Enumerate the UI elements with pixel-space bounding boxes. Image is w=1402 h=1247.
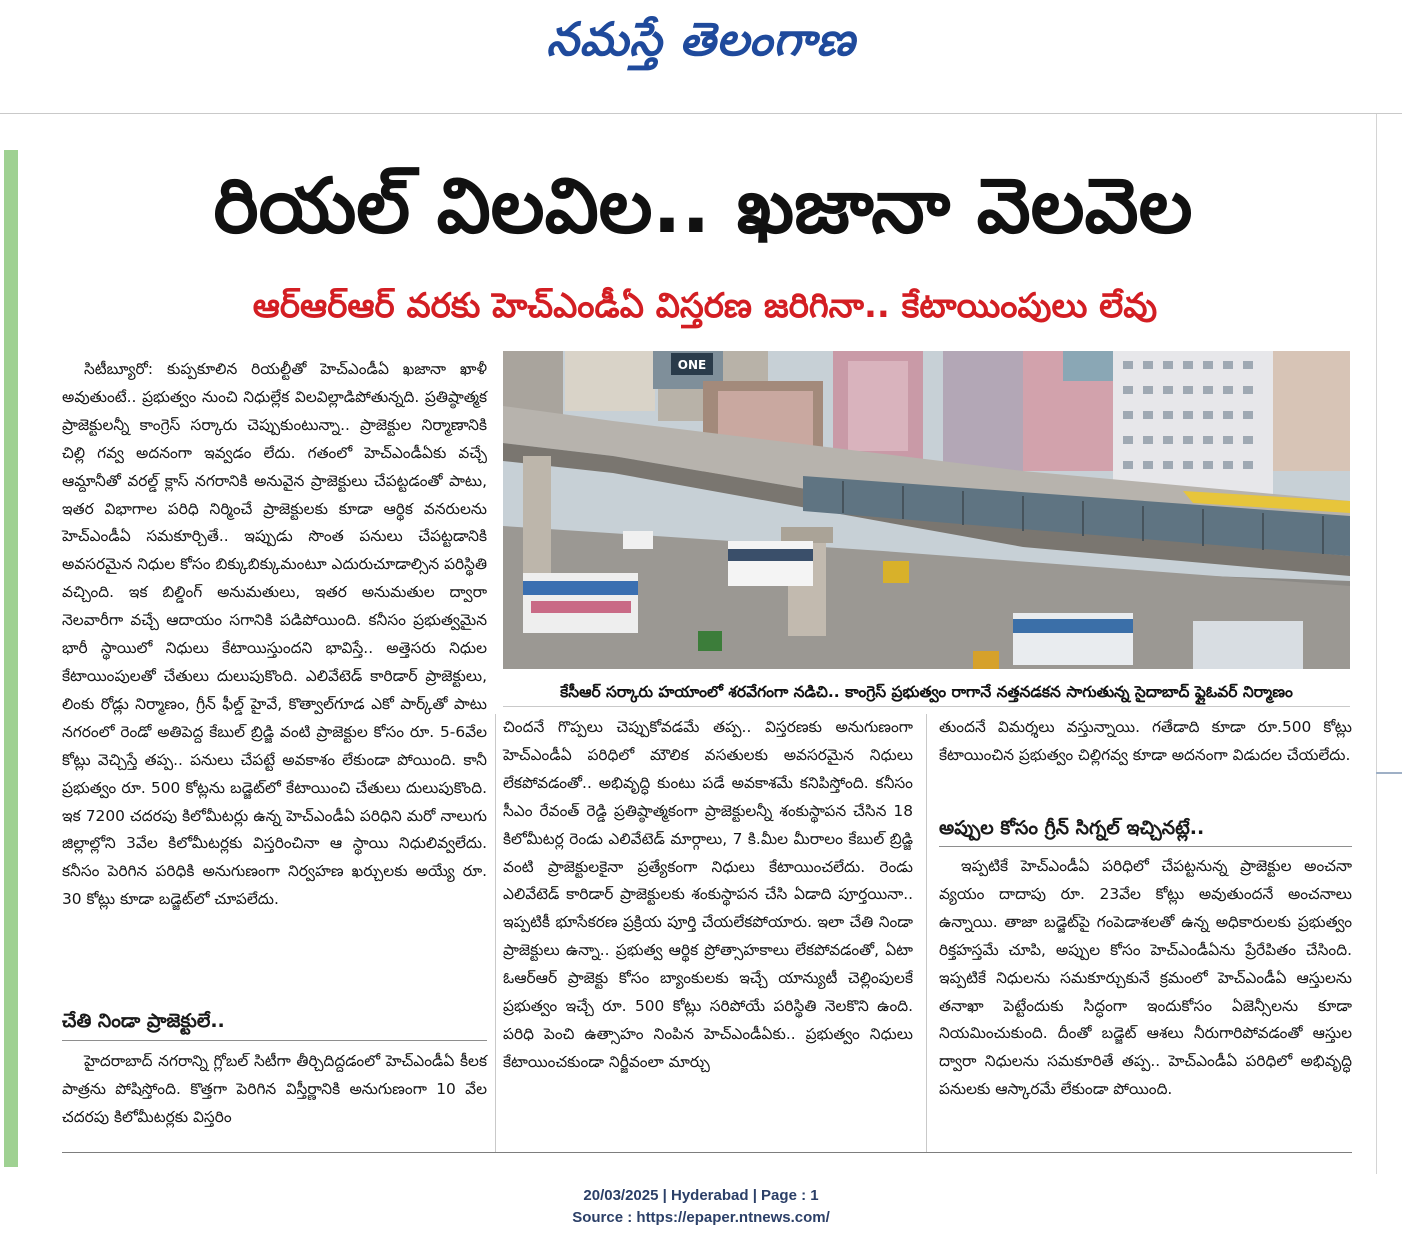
masthead	[0, 0, 1402, 112]
section-heading-projects: చేతి నిండా ప్రాజెక్టులే..	[62, 1010, 225, 1032]
article-bottom-rule	[62, 1152, 1352, 1153]
footer-date-edition: 20/03/2025 | Hyderabad | Page : 1	[583, 1187, 819, 1204]
footer-source-link[interactable]: Source : https://epaper.ntnews.com/	[572, 1209, 830, 1226]
caption-divider	[503, 706, 1350, 707]
column-divider-2	[926, 714, 927, 1152]
article-accent-bar	[4, 150, 18, 1167]
article-column-3	[939, 714, 1352, 804]
masthead-divider	[0, 113, 1402, 114]
newspaper-logo: నమస్తే తెలంగాణ	[546, 12, 856, 66]
photo-caption: కేసీఆర్ సర్కారు హయాంలో శరవేగంగా నడిచి.. కాంగ్రెస్ ప్రభుత్వం రాగానే నత్తనడకన సాగుతున్న సైదాబాద్ ఫ్లైఓవర్ నిర్మాణం	[560, 683, 1293, 701]
column-1b-paragraph: హైదరాబాద్ నగరాన్ని గ్లోబల్ సిటీగా తీర్చిదిద్దడంలో హెచ్ఎండీఏ కీలక పాత్రను పోషిస్తోంది. కొత్తగా పెరిగిన విస్తీర్ణానికి అనుగుణంగా 10 వేల చదరపు కిలోమీటర్లకు విస్తరిం	[62, 1052, 487, 1126]
section-heading-underline	[939, 846, 1352, 847]
article-subheadline: ఆర్ఆర్ఆర్ వరకు హెచ్ఎండీఏ విస్తరణ జరిగినా.. కేటాయింపులు లేవు	[252, 286, 1158, 326]
building-sign: ONE	[677, 358, 707, 372]
column-divider-1	[495, 714, 496, 1152]
article-headline: రియల్ విలవిల.. ఖజానా వెలవెల	[213, 161, 1193, 250]
article-column-2	[503, 714, 913, 1140]
column-1-paragraph: సిటీబ్యూరో: కుప్పకూలిన రియల్టీతో హెచ్ఎండీఏ ఖజానా ఖాళీ అవుతుంటే.. ప్రభుత్వం నుంచి నిధుల్లేక విలవిల్లాడిపోతున్నది. ప్రతిష్ఠాత్మక ప్రాజెక్టులన్నీ కాంగ్రెస్ సర్కారు చెప్పుకుంటున్నా.. ప్రాజెక్టుల నిర్మాణానికి చిల్లి గవ్వ అదనంగా ఇవ్వడం లేదు. గతంలో హెచ్ఎండీఏకు వచ్చే ఆమ్దానీతో వరల్డ్ క్లాస్ నగరానికి అనువైన ప్రాజెక్టులు చేపట్టడంతో పాటు, ఇతర విభాగాల పరిధి నిర్మించే ప్రాజెక్టులకు కూడా ఆర్థిక వనరులను హెచ్ఎండీఏ సమకూర్చితే.. ఇప్పుడు సొంత పనులు చేపట్టడానికి అవసరమైన నిధుల కోసం బిక్కుబిక్కుమంటూ ఎదురుచూడాల్సిన పరిస్థితి వచ్చింది. ఇక బిల్డింగ్ అనుమతులు, ఇతర అనుమతుల ద్వారా నెలవారీగా వచ్చే ఆదాయం సగానికి పడిపోయింది. కనీసం ప్రభుత్వమైన భారీ స్థాయిలో నిధులు కేటాయిస్తుందని భావిస్తే.. అత్తెసరు నిధుల కేటాయింపులతో చేతులు దులుపుకొంది. ఎలివేటెడ్ కారిడార్ ప్రాజెక్టులు, లింకు రోడ్లు నిర్మాణం, గ్రీన్ ఫీల్డ్ హైవే, కొత్వాల్‌గూడ ఎకో పార్క్‌తో పాటు నగరంలో రెండో అతిపెద్ద కేబుల్ బ్రిడ్జి వంటి ప్రాజెక్టుల కోసం రూ. 5-6వేల కోట్లు వెచ్చిస్తే తప్ప.. పనులు చేపట్టే అవకాశం లేకుండా పోయింది. కానీ ప్రభుత్వం రూ. 500 కోట్లను బడ్జెట్‌లో కేటాయించి చేతులు దులుపుకొంది. ఇక 7200 చదరపు కిలోమీటర్లు ఉన్న హెచ్ఎండీఏ పరిధిని మరో నాలుగు జిల్లాల్లోని 3వేల కిలోమీటర్లకు విస్తరించినా ఆ స్థాయి నిధులివ్వలేదు. కనీసం పెరిగిన పరిధికి అనుగుణంగా నిర్వహణ ఖర్చులకు అయ్యే రూ. 30 కోట్లు కూడా బడ్జెట్‌లో చూపలేదు.	[62, 360, 487, 909]
section-heading-loans: అప్పుల కోసం గ్రీన్ సిగ్నల్ ఇచ్చినట్లే..	[939, 817, 1205, 839]
article-column-3-continued	[939, 853, 1352, 1139]
section-heading-underline	[62, 1040, 487, 1041]
column-3-paragraph: తుందనే విమర్శలు వస్తున్నాయి. గతేడాది కూడా రూ.500 కోట్లు కేటాయించిన ప్రభుత్వం చిల్లిగవ్వ కూడా అదనంగా విడుదల చేయలేదు.	[939, 718, 1352, 764]
flyover-construction-photo	[503, 351, 1350, 669]
article-column-1-continued	[62, 1048, 487, 1138]
column-3b-paragraph: ఇప్పటికే హెచ్ఎండీఏ పరిధిలో చేపట్టనున్న ప్రాజెక్టుల అంచనా వ్యయం దాదాపు రూ. 23వేల కోట్లు అవుతుందనే అంచనాలు ఉన్నాయి. తాజా బడ్జెట్‌పై గంపెడాశలతో ఉన్న అధికారులకు ప్రభుత్వం రిక్తహస్తమే చూపి, అప్పుల కోసం హెచ్ఎండీఏను ప్రేరేపితం చేసింది. ఇప్పటికే నిధులను సమకూర్చుకునే క్రమంలో హెచ్ఎండీఏ ఆస్తులను తనాఖా పెట్టేందుకు సిద్ధంగా ఇందుకోసం ఏజెన్సీలను కూడా నియమించుకుంది. దీంతో బడ్జెట్ ఆశలు నీరుగారిపోవడంతో ఆస్తుల ద్వారా నిధులను సమకూరితే తప్ప.. హెచ్ఎండీఏ పరిధిలో అభివృద్ధి పనులకు ఆస్కారమే లేకుండా పోయింది.	[939, 857, 1352, 1099]
article-column-1	[62, 356, 487, 998]
column-2-paragraph: చిందనే గొప్పలు చెప్పుకోవడమే తప్ప.. విస్తరణకు అనుగుణంగా హెచ్ఎండీఏ పరిధిలో మౌలిక వసతులకు అవసరమైన నిధులు లేకపోవడంతో.. అభివృద్ధి కుంటు పడే అవకాశమే కనిపిస్తోంది. కనీసం సీఎం రేవంత్ రెడ్డి ప్రతిష్ఠాత్మకంగా ప్రాజెక్టులన్నీ శంకుస్థాపన చేసిన 18 కిలోమీటర్ల రెండు ఎలివేటెడ్ మార్గాలు, 7 కి.మీల మీరాలం కేబుల్ బ్రిడ్జి వంటి ప్రాజెక్టులకైనా ప్రత్యేకంగా నిధులు కేటాయించలేదు. రెండు ఎలివేటెడ్ కారిడార్ ప్రాజెక్టులకు శంకుస్థాపన చేసి ఏడాది పూర్తయినా.. ఇప్పటికీ భూసేకరణ ప్రక్రియ పూర్తి చేయలేకపోయారు. ఇలా చేతి నిండా ప్రాజెక్టులు ఉన్నా.. ప్రభుత్వ ఆర్థిక ప్రోత్సాహకాలు లేకపోవడంతో, ఏటా ఓఆర్ఆర్ ప్రాజెక్టు కోసం బ్యాంకులకు ఇచ్చే యాన్యుటీ చెల్లింపులకే ప్రభుత్వం ఇచ్చే రూ. 500 కోట్లు సరిపోయే పరిస్థితి నెలకొని ఉంది. పరిధి పెంచి ఉత్సాహం నింపిన హెచ్ఎండీఏకు.. ప్రభుత్వం నిధులు కేటాయించకుండా నిర్జీవంలా మార్చు	[503, 718, 913, 1071]
page-right-marker	[1376, 772, 1402, 774]
page-right-border	[1376, 114, 1377, 1174]
